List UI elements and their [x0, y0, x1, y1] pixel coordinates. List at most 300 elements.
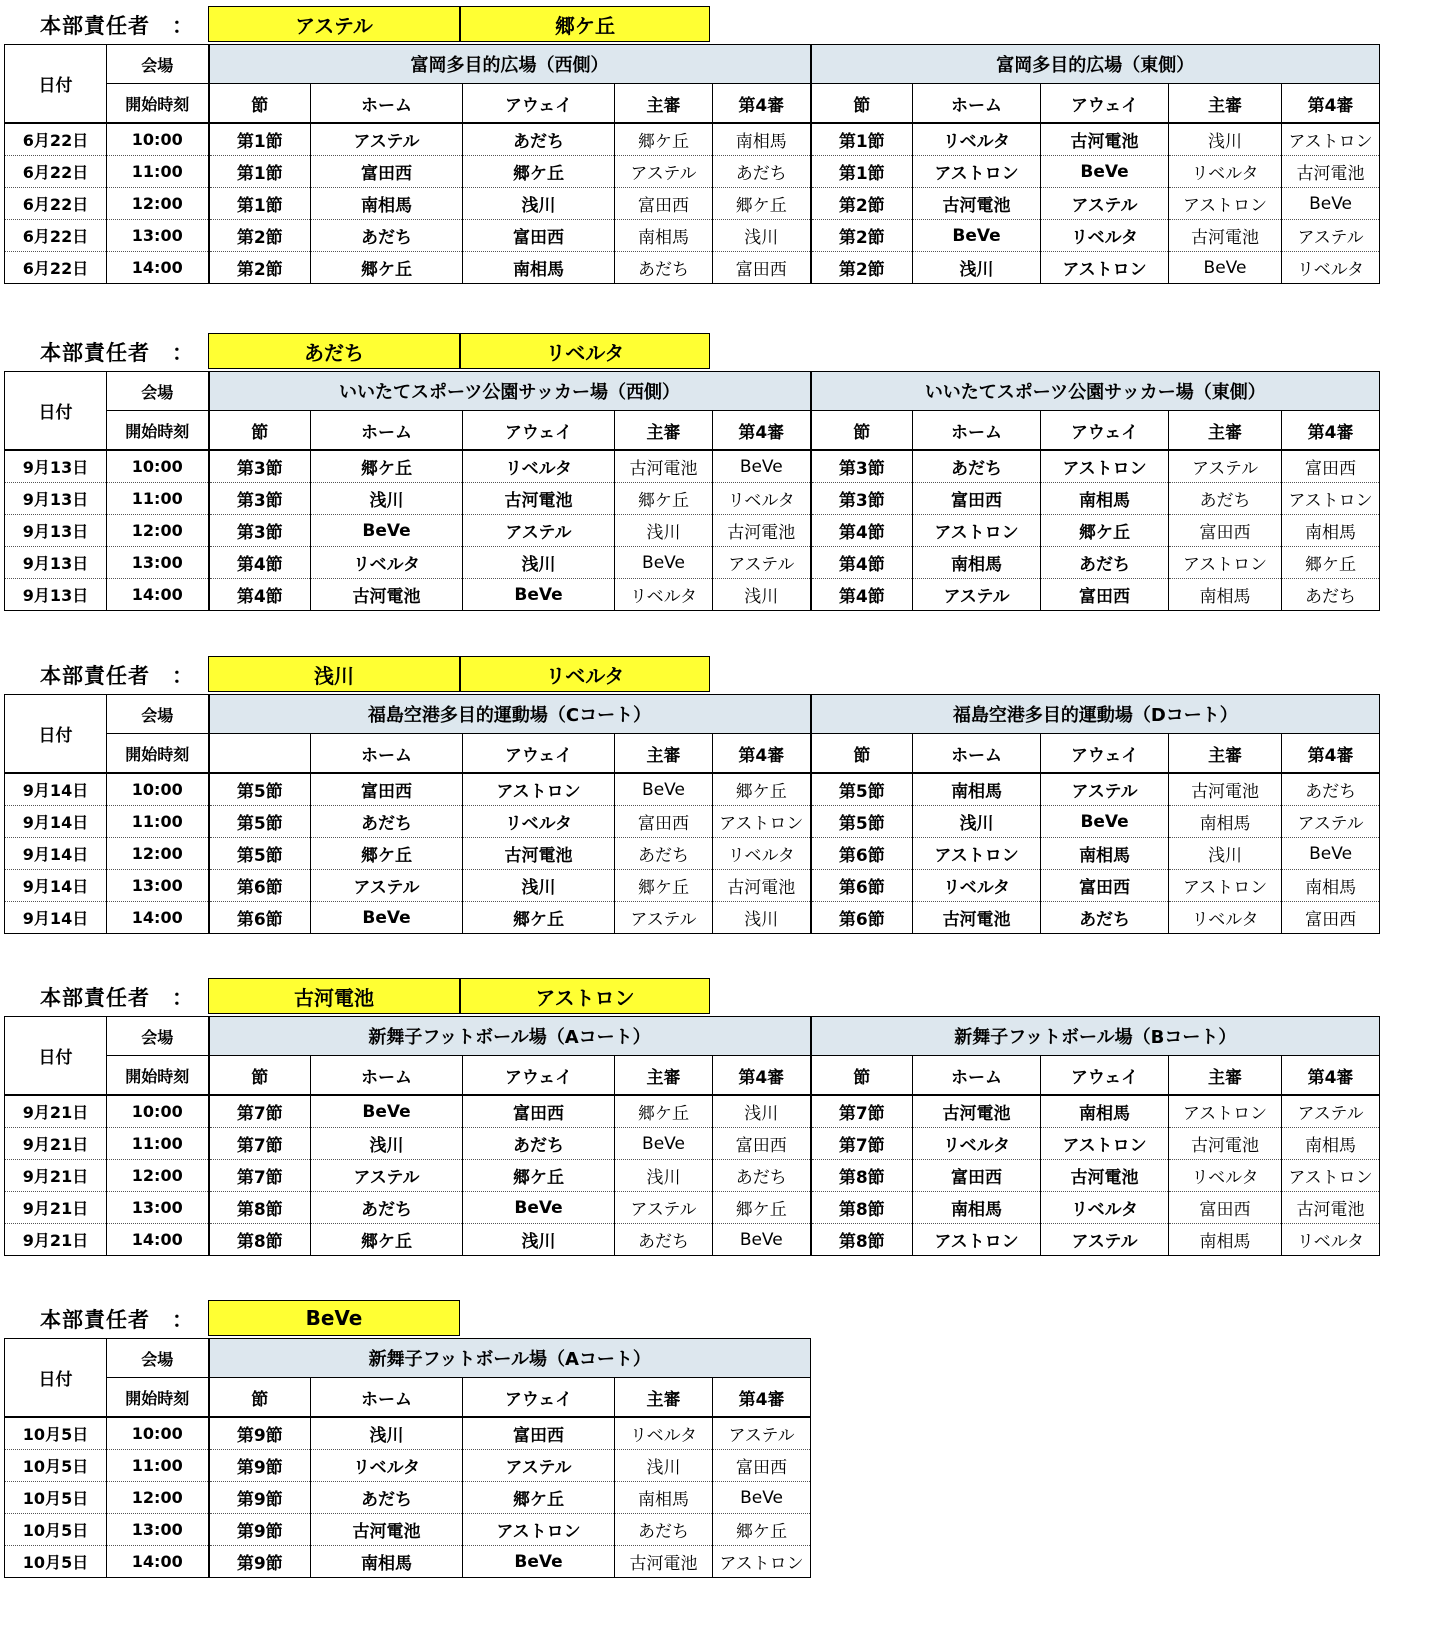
section-header	[209, 734, 311, 774]
away-header: アウェイ	[463, 84, 615, 124]
referee-cell: 郷ケ丘	[615, 483, 713, 515]
date-cell: 6月22日	[5, 156, 107, 188]
home-team-cell: あだち	[311, 1482, 463, 1514]
home-team-cell: アストロン	[913, 515, 1041, 547]
match-row	[5, 547, 1380, 579]
fourth-official-header: 第4審	[1282, 1056, 1380, 1096]
match-row	[5, 483, 1380, 515]
fourth-official-cell: 富田西	[713, 1128, 811, 1160]
date-header: 日付	[5, 372, 107, 451]
home-team-cell: 南相馬	[311, 1546, 463, 1578]
venue-name: いいたてスポーツ公園サッカー場（西側）	[209, 372, 811, 411]
referee-cell: リベルタ	[615, 1417, 713, 1450]
fourth-official-cell: 郷ケ丘	[713, 1192, 811, 1224]
home-team-cell: あだち	[913, 450, 1041, 483]
match-row	[5, 1224, 1380, 1256]
date-cell: 10月5日	[5, 1482, 107, 1514]
fourth-official-cell: 浅川	[713, 902, 811, 934]
date-cell: 10月5日	[5, 1450, 107, 1482]
home-team-cell: 古河電池	[913, 902, 1041, 934]
section-cell: 第1節	[811, 123, 913, 156]
date-cell: 9月14日	[5, 902, 107, 934]
away-header: アウェイ	[1041, 1056, 1169, 1096]
referee-cell: あだち	[615, 252, 713, 284]
away-header: アウェイ	[463, 411, 615, 451]
away-team-cell: あだち	[1041, 547, 1169, 579]
home-team-cell: 郷ケ丘	[311, 450, 463, 483]
home-team-cell: 南相馬	[913, 1192, 1041, 1224]
hq-responsible-name: アストロン	[460, 978, 710, 1014]
hq-responsible-name: 古河電池	[208, 978, 460, 1014]
fourth-official-cell: 南相馬	[713, 123, 811, 156]
column-header-row	[5, 1378, 811, 1418]
referee-header: 主審	[615, 411, 713, 451]
date-cell: 9月21日	[5, 1128, 107, 1160]
home-team-cell: 南相馬	[913, 773, 1041, 806]
date-cell: 9月14日	[5, 838, 107, 870]
fourth-official-cell: 古河電池	[713, 515, 811, 547]
home-team-cell: リベルタ	[311, 547, 463, 579]
referee-header: 主審	[615, 1056, 713, 1096]
venue-name: 新舞子フットボール場（Bコート）	[811, 1017, 1380, 1056]
away-team-cell: あだち	[1041, 902, 1169, 934]
fourth-official-cell: アストロン	[713, 806, 811, 838]
referee-cell: 南相馬	[615, 1482, 713, 1514]
section-cell: 第3節	[209, 483, 311, 515]
hq-line	[4, 978, 1380, 1016]
home-team-cell: BeVe	[913, 220, 1041, 252]
section-cell: 第8節	[811, 1224, 913, 1256]
column-header-row	[5, 734, 1380, 774]
home-team-cell: アステル	[311, 870, 463, 902]
away-team-cell: リベルタ	[463, 806, 615, 838]
fourth-official-cell: アステル	[1282, 806, 1380, 838]
away-team-cell: あだち	[463, 123, 615, 156]
fourth-official-cell: アストロン	[1282, 1160, 1380, 1192]
away-header: アウェイ	[1041, 411, 1169, 451]
venue-name: 新舞子フットボール場（Aコート）	[209, 1339, 811, 1378]
start-time-cell: 11:00	[107, 156, 209, 188]
section-cell: 第5節	[811, 806, 913, 838]
match-row	[5, 1514, 811, 1546]
referee-cell: 浅川	[1169, 123, 1282, 156]
fourth-official-cell: BeVe	[713, 450, 811, 483]
section-cell: 第4節	[811, 579, 913, 611]
section-cell: 第1節	[811, 156, 913, 188]
section-cell: 第6節	[209, 870, 311, 902]
match-row	[5, 773, 1380, 806]
schedule-block	[4, 333, 1380, 611]
venue-label: 会場	[107, 45, 209, 84]
referee-cell: あだち	[615, 1514, 713, 1546]
start-time-header: 開始時刻	[107, 84, 209, 124]
match-row	[5, 450, 1380, 483]
start-time-cell: 13:00	[107, 870, 209, 902]
date-cell: 6月22日	[5, 220, 107, 252]
start-time-cell: 13:00	[107, 547, 209, 579]
section-cell: 第3節	[811, 450, 913, 483]
home-team-cell: あだち	[311, 806, 463, 838]
start-time-header: 開始時刻	[107, 1056, 209, 1096]
venue-name: 富岡多目的広場（東側）	[811, 45, 1380, 84]
date-cell: 10月5日	[5, 1546, 107, 1578]
home-team-cell: BeVe	[311, 1095, 463, 1128]
away-header: アウェイ	[463, 1378, 615, 1418]
fourth-official-cell: リベルタ	[713, 483, 811, 515]
referee-cell: あだち	[1169, 483, 1282, 515]
date-cell: 9月21日	[5, 1192, 107, 1224]
away-team-cell: BeVe	[1041, 806, 1169, 838]
venue-name: 新舞子フットボール場（Aコート）	[209, 1017, 811, 1056]
home-team-cell: 富田西	[311, 773, 463, 806]
start-time-cell: 10:00	[107, 773, 209, 806]
away-team-cell: 南相馬	[1041, 838, 1169, 870]
fourth-official-cell: 南相馬	[1282, 1128, 1380, 1160]
referee-header: 主審	[615, 1378, 713, 1418]
date-cell: 6月22日	[5, 188, 107, 220]
schedule-block	[4, 978, 1380, 1256]
hq-responsible-name: 郷ケ丘	[460, 6, 710, 42]
date-cell: 9月13日	[5, 515, 107, 547]
fourth-official-cell: 古河電池	[1282, 156, 1380, 188]
hq-line	[4, 6, 1380, 44]
venue-name: 福島空港多目的運動場（Cコート）	[209, 695, 811, 734]
section-cell: 第1節	[209, 156, 311, 188]
start-time-cell: 13:00	[107, 220, 209, 252]
start-time-cell: 14:00	[107, 902, 209, 934]
home-team-cell: アストロン	[913, 838, 1041, 870]
away-header: アウェイ	[463, 734, 615, 774]
fourth-official-cell: BeVe	[713, 1482, 811, 1514]
away-team-cell: アストロン	[1041, 450, 1169, 483]
section-cell: 第9節	[209, 1546, 311, 1578]
referee-cell: 南相馬	[615, 220, 713, 252]
home-team-cell: 浅川	[311, 483, 463, 515]
match-row	[5, 1482, 811, 1514]
referee-header: 主審	[615, 734, 713, 774]
start-time-cell: 10:00	[107, 1095, 209, 1128]
venue-name: いいたてスポーツ公園サッカー場（東側）	[811, 372, 1380, 411]
section-cell: 第6節	[811, 838, 913, 870]
referee-cell: 古河電池	[1169, 220, 1282, 252]
home-team-cell: 古河電池	[913, 1095, 1041, 1128]
referee-cell: アストロン	[1169, 547, 1282, 579]
section-cell: 第3節	[209, 450, 311, 483]
referee-cell: 古河電池	[615, 1546, 713, 1578]
date-cell: 6月22日	[5, 123, 107, 156]
hq-label: 本部責任者 ：	[40, 1308, 194, 1332]
away-team-cell: アステル	[1041, 773, 1169, 806]
section-cell: 第4節	[209, 579, 311, 611]
start-time-header: 開始時刻	[107, 734, 209, 774]
fourth-official-cell: 富田西	[713, 1450, 811, 1482]
match-row	[5, 838, 1380, 870]
fourth-official-header: 第4審	[1282, 734, 1380, 774]
home-header: ホーム	[311, 1056, 463, 1096]
referee-cell: リベルタ	[1169, 156, 1282, 188]
section-cell: 第3節	[209, 515, 311, 547]
fourth-official-cell: アステル	[1282, 1095, 1380, 1128]
section-cell: 第2節	[811, 188, 913, 220]
section-cell: 第9節	[209, 1417, 311, 1450]
section-cell: 第8節	[209, 1192, 311, 1224]
start-time-cell: 12:00	[107, 515, 209, 547]
referee-header: 主審	[1169, 84, 1282, 124]
fourth-official-cell: 郷ケ丘	[713, 773, 811, 806]
schedule-block	[4, 656, 1380, 934]
away-team-cell: アストロン	[463, 773, 615, 806]
section-cell: 第2節	[209, 220, 311, 252]
date-header: 日付	[5, 45, 107, 124]
match-row	[5, 1192, 1380, 1224]
away-team-cell: 富田西	[463, 1417, 615, 1450]
away-team-cell: 郷ケ丘	[463, 1482, 615, 1514]
away-team-cell: BeVe	[1041, 156, 1169, 188]
away-team-cell: アステル	[1041, 188, 1169, 220]
fourth-official-cell: あだち	[713, 1160, 811, 1192]
home-team-cell: BeVe	[311, 515, 463, 547]
home-team-cell: 古河電池	[311, 1514, 463, 1546]
home-team-cell: あだち	[311, 1192, 463, 1224]
start-time-cell: 11:00	[107, 1128, 209, 1160]
fourth-official-header: 第4審	[1282, 84, 1380, 124]
start-time-cell: 12:00	[107, 838, 209, 870]
fourth-official-cell: あだち	[713, 156, 811, 188]
home-team-cell: アストロン	[913, 1224, 1041, 1256]
section-header: 節	[209, 1056, 311, 1096]
away-team-cell: 富田西	[463, 220, 615, 252]
away-team-cell: 南相馬	[463, 252, 615, 284]
fourth-official-cell: 古河電池	[713, 870, 811, 902]
hq-responsible-name: あだち	[208, 333, 460, 369]
hq-responsible-name: リベルタ	[460, 333, 710, 369]
away-team-cell: 郷ケ丘	[463, 902, 615, 934]
venue-label: 会場	[107, 695, 209, 734]
home-team-cell: BeVe	[311, 902, 463, 934]
home-team-cell: リベルタ	[913, 1128, 1041, 1160]
home-team-cell: 南相馬	[913, 547, 1041, 579]
start-time-cell: 14:00	[107, 579, 209, 611]
fourth-official-cell: あだち	[1282, 773, 1380, 806]
fourth-official-header: 第4審	[713, 1378, 811, 1418]
fourth-official-cell: アストロン	[1282, 483, 1380, 515]
home-team-cell: アステル	[311, 123, 463, 156]
hq-line	[4, 656, 1380, 694]
away-team-cell: 浅川	[463, 547, 615, 579]
match-row	[5, 806, 1380, 838]
match-row	[5, 156, 1380, 188]
fourth-official-header: 第4審	[713, 734, 811, 774]
referee-cell: あだち	[615, 1224, 713, 1256]
home-team-cell: 南相馬	[311, 188, 463, 220]
start-time-cell: 13:00	[107, 1192, 209, 1224]
fourth-official-cell: 郷ケ丘	[713, 1514, 811, 1546]
referee-cell: リベルタ	[1169, 902, 1282, 934]
home-header: ホーム	[311, 1378, 463, 1418]
section-cell: 第6節	[811, 902, 913, 934]
fourth-official-header: 第4審	[713, 411, 811, 451]
referee-cell: 古河電池	[1169, 1128, 1282, 1160]
match-row	[5, 252, 1380, 284]
match-row	[5, 188, 1380, 220]
referee-cell: 南相馬	[1169, 1224, 1282, 1256]
date-cell: 9月14日	[5, 773, 107, 806]
away-team-cell: アステル	[1041, 1224, 1169, 1256]
hq-label: 本部責任者 ：	[40, 341, 194, 365]
hq-responsible-name: 浅川	[208, 656, 460, 692]
start-time-cell: 11:00	[107, 1450, 209, 1482]
fourth-official-cell: アステル	[1282, 220, 1380, 252]
hq-responsible-name: リベルタ	[460, 656, 710, 692]
referee-cell: 富田西	[615, 806, 713, 838]
away-team-cell: アストロン	[1041, 1128, 1169, 1160]
section-cell: 第7節	[209, 1160, 311, 1192]
referee-cell: BeVe	[615, 547, 713, 579]
section-cell: 第2節	[209, 252, 311, 284]
date-cell: 9月13日	[5, 450, 107, 483]
referee-cell: 浅川	[615, 515, 713, 547]
section-cell: 第9節	[209, 1514, 311, 1546]
date-header: 日付	[5, 1017, 107, 1096]
section-cell: 第6節	[811, 870, 913, 902]
fourth-official-header: 第4審	[1282, 411, 1380, 451]
fourth-official-cell: あだち	[1282, 579, 1380, 611]
date-cell: 6月22日	[5, 252, 107, 284]
referee-cell: アストロン	[1169, 188, 1282, 220]
away-team-cell: 浅川	[463, 188, 615, 220]
section-header: 節	[811, 1056, 913, 1096]
referee-cell: 南相馬	[1169, 579, 1282, 611]
away-team-cell: 富田西	[463, 1095, 615, 1128]
section-cell: 第8節	[811, 1160, 913, 1192]
hq-label: 本部責任者 ：	[40, 986, 194, 1010]
home-team-cell: 浅川	[913, 806, 1041, 838]
hq-label: 本部責任者 ：	[40, 14, 194, 38]
section-header: 節	[811, 734, 913, 774]
referee-cell: アストロン	[1169, 870, 1282, 902]
date-cell: 9月21日	[5, 1095, 107, 1128]
date-cell: 9月13日	[5, 483, 107, 515]
match-row	[5, 1450, 811, 1482]
match-row	[5, 1417, 811, 1450]
schedule-table	[4, 44, 1380, 284]
fourth-official-cell: リベルタ	[713, 838, 811, 870]
schedule-table	[4, 1338, 811, 1578]
fourth-official-cell: 浅川	[713, 1095, 811, 1128]
referee-cell: 富田西	[615, 188, 713, 220]
away-team-cell: アストロン	[463, 1514, 615, 1546]
schedule-block	[4, 6, 1380, 284]
home-team-cell: 郷ケ丘	[311, 838, 463, 870]
referee-header: 主審	[1169, 411, 1282, 451]
away-team-cell: 郷ケ丘	[463, 1160, 615, 1192]
home-team-cell: 富田西	[913, 483, 1041, 515]
away-team-cell: リベルタ	[463, 450, 615, 483]
home-header: ホーム	[913, 734, 1041, 774]
hq-responsible-name: BeVe	[208, 1300, 460, 1336]
match-row	[5, 902, 1380, 934]
section-cell: 第1節	[209, 123, 311, 156]
referee-cell: 郷ケ丘	[615, 123, 713, 156]
home-team-cell: リベルタ	[913, 870, 1041, 902]
section-cell: 第1節	[209, 188, 311, 220]
home-team-cell: 古河電池	[913, 188, 1041, 220]
venue-label: 会場	[107, 1339, 209, 1378]
away-team-cell: あだち	[463, 1128, 615, 1160]
venue-label: 会場	[107, 372, 209, 411]
away-team-cell: 浅川	[463, 870, 615, 902]
date-cell: 10月5日	[5, 1417, 107, 1450]
away-team-cell: リベルタ	[1041, 1192, 1169, 1224]
fourth-official-cell: 浅川	[713, 579, 811, 611]
section-cell: 第7節	[811, 1128, 913, 1160]
section-cell: 第5節	[811, 773, 913, 806]
hq-line	[4, 1300, 811, 1338]
away-team-cell: 古河電池	[463, 483, 615, 515]
referee-cell: BeVe	[1169, 252, 1282, 284]
away-team-cell: 古河電池	[463, 838, 615, 870]
away-team-cell: 浅川	[463, 1224, 615, 1256]
referee-cell: BeVe	[615, 1128, 713, 1160]
venue-label: 会場	[107, 1017, 209, 1056]
fourth-official-header: 第4審	[713, 84, 811, 124]
hq-responsible-name: アステル	[208, 6, 460, 42]
venue-name: 福島空港多目的運動場（Dコート）	[811, 695, 1380, 734]
referee-cell: 郷ケ丘	[615, 870, 713, 902]
column-header-row	[5, 1056, 1380, 1096]
fourth-official-cell: アストロン	[713, 1546, 811, 1578]
away-header: アウェイ	[1041, 84, 1169, 124]
referee-cell: 郷ケ丘	[615, 1095, 713, 1128]
section-cell: 第8節	[209, 1224, 311, 1256]
schedule-table	[4, 371, 1380, 611]
away-team-cell: BeVe	[463, 579, 615, 611]
fourth-official-cell: リベルタ	[1282, 252, 1380, 284]
match-row	[5, 870, 1380, 902]
match-row	[5, 1095, 1380, 1128]
fourth-official-cell: アストロン	[1282, 123, 1380, 156]
fourth-official-cell: BeVe	[713, 1224, 811, 1256]
hq-line	[4, 333, 1380, 371]
start-time-cell: 10:00	[107, 1417, 209, 1450]
referee-cell: 富田西	[1169, 515, 1282, 547]
home-team-cell: 古河電池	[311, 579, 463, 611]
away-team-cell: リベルタ	[1041, 220, 1169, 252]
start-time-cell: 11:00	[107, 483, 209, 515]
section-header: 節	[811, 411, 913, 451]
fourth-official-cell: 浅川	[713, 220, 811, 252]
away-team-cell: 富田西	[1041, 579, 1169, 611]
home-header: ホーム	[913, 411, 1041, 451]
fourth-official-cell: 古河電池	[1282, 1192, 1380, 1224]
section-header: 節	[209, 411, 311, 451]
referee-cell: 浅川	[1169, 838, 1282, 870]
home-header: ホーム	[311, 734, 463, 774]
home-team-cell: 富田西	[311, 156, 463, 188]
referee-header: 主審	[1169, 734, 1282, 774]
start-time-header: 開始時刻	[107, 411, 209, 451]
section-cell: 第4節	[209, 547, 311, 579]
start-time-cell: 13:00	[107, 1514, 209, 1546]
section-cell: 第2節	[811, 252, 913, 284]
start-time-header: 開始時刻	[107, 1378, 209, 1418]
hq-label: 本部責任者 ：	[40, 664, 194, 688]
away-team-cell: 古河電池	[1041, 123, 1169, 156]
fourth-official-cell: BeVe	[1282, 188, 1380, 220]
referee-cell: アステル	[615, 1192, 713, 1224]
home-team-cell: 富田西	[913, 1160, 1041, 1192]
referee-cell: 富田西	[1169, 1192, 1282, 1224]
